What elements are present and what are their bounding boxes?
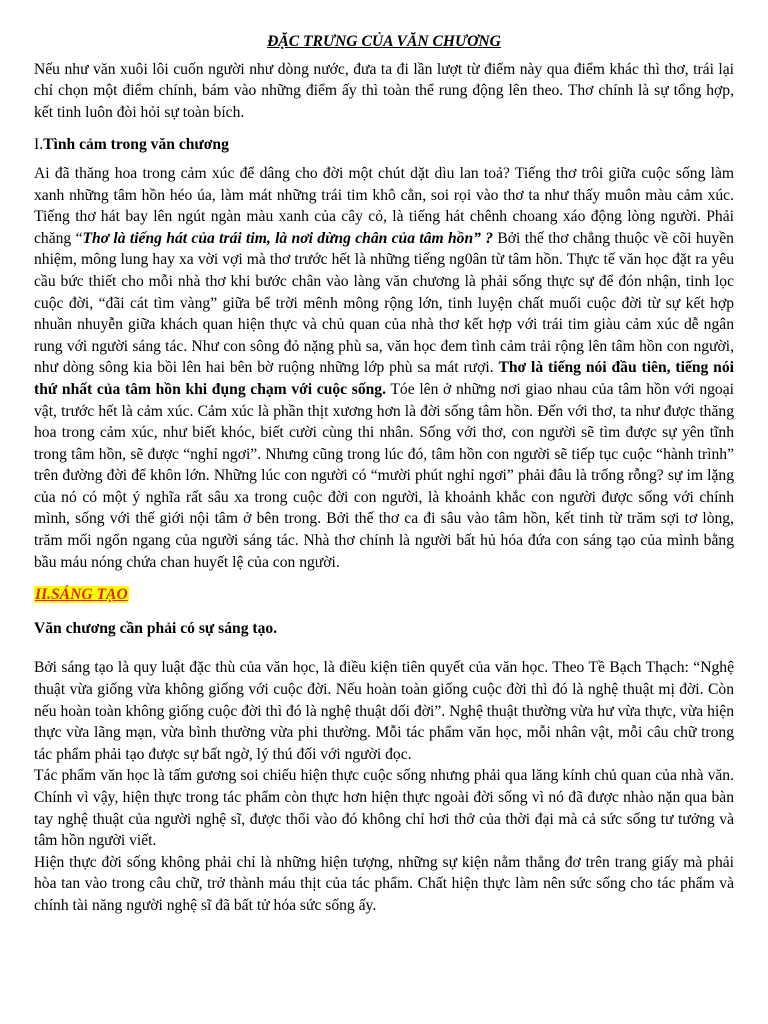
section-1-number: I. — [34, 136, 44, 154]
section-1-paragraph — [34, 163, 734, 573]
section-2-paragraph-3: Hiện thực đời sống không phải chỉ là những hiện tượng, những sự kiện nằm thẳng đơ trên trang giấy mà phải hòa tan vào trong câu chữ, trở thành máu thịt của tác phẩm. Chất hiện thực làm nên sức sống cho tác phẩm và chính tài năng người nghệ sĩ đã bất tử hóa sức sống ấy. — [34, 853, 734, 914]
intro-paragraph: Nếu như văn xuôi lôi cuốn người như dòng nước, đưa ta đi lần lượt từ điểm này qua điểm khác thì thơ, trái lại chỉ chọn một điểm chính, bám vào những điểm ấy thì toàn thể rung động lên theo. Thơ chính là sự tổng hợp, kết tinh luôn đòi hỏi sự toàn bích. — [34, 60, 734, 121]
section-2-paragraph-1: Bởi sáng tạo là quy luật đặc thù của văn học, là điều kiện tiên quyết của văn học. Theo Tề Bạch Thạch: “Nghệ thuật vừa giống vừa không giống với cuộc đời. Nếu hoàn toàn giống cuộc đời thì đó là nghệ thuật mị đời. Còn nếu hoàn toàn không giống cuộc đời thì đó là nghệ thuật dối đời”. Nghệ thuật thường vừa hư vừa thực, vừa hiện thực vừa lãng mạn, vừa bình thường vừa phi thường. Mỗi tác phẩm văn học, mỗi nhân vật, mỗi câu chữ trong tác phẩm phải tạo được sự bất ngờ, lý thú đối với người đọc. — [34, 659, 734, 763]
section-1-heading — [34, 134, 734, 156]
section-1-quote: Thơ là tiếng hát của trái tim, là nơi dừng chân của tâm hồn” ? — [82, 229, 494, 247]
section-1-bold-statement: Thơ là tiếng nói đầu tiên, tiếng nói thứ nhất của tâm hồn khi đụng chạm với cuộc sống. — [34, 359, 734, 398]
section-2-subheading: Văn chương cần phải có sự sáng tạo. — [34, 619, 278, 637]
section-1-text-c: Tóe lên ở những nơi giao nhau của tâm hồn với ngoại vật, trước hết là cảm xúc. Cảm xúc là phần thịt xương hơn là đời sống tâm hồn. Đến với thơ, ta như được thăng hoa trong cảm xúc, như biết khóc, biết cười cùng thi nhân. Sống với thơ, con người sẽ tìm được sự yên tĩnh trong tâm hồn, sẽ được “nghỉ ngơi”. Nhưng cũng trong lúc đó, tâm hồn con người sẽ tiếp tục cuộc “hành trình” trên đường đời để khôn lớn. Những lúc con người có “mười phút nghỉ ngơi” phải đâu là trống rỗng? sự im lặng của nó có một ý nghĩa rất sâu xa trong cuộc đời con người, là khoảnh khắc con người được sống với chính mình, sống với thế giới nội tâm ở bên trong. Bởi thế thơ ca đi sâu vào tâm hồn, kết tinh từ trăm sợi tơ lòng, trăm mối ngổn ngang của người sáng tác. Nhà thơ chính là người bất hủ hóa đứa con sáng tạo của mình bằng bầu máu nóng chứa chan huyết lệ của con người. — [34, 380, 734, 571]
document-title: ĐẶC TRƯNG CỦA VĂN CHƯƠNG — [267, 33, 501, 50]
section-1-title: Tình cảm trong văn chương — [43, 136, 229, 154]
section-2-paragraph-2: Tác phẩm văn học là tấm gương soi chiếu hiện thực cuộc sống nhưng phải qua lăng kính chủ quan của nhà văn. Chính vì vậy, hiện thực trong tác phẩm còn thực hơn hiện thực ngoài đời sống vì nó đã được nhào nặn qua bàn tay nghệ thuật của người nghệ sĩ, được thổi vào đó không chỉ hơi thở của thời đại mà cả sức sống tư tưởng và tâm hồn người viết. — [34, 767, 734, 850]
section-2-heading — [34, 584, 734, 606]
section-1-text-a: Ai đã thăng hoa trong cảm xúc để dâng cho đời một chút dặt dìu lan toả? Tiếng thơ trôi giữa cuộc sống làm xanh những tâm hồn héo úa, làm mát những trái tim khô cằn, soi rọi vào thơ ta như thấy muôn màu cảm xúc. Tiếng thơ hát bay lên ngút ngàn màu xanh của cây cỏ, là tiếng hát chênh choang xáo động lòng người. Phải chăng “ — [34, 164, 734, 247]
section-1-text-b: Bởi thế thơ chẳng thuộc về cõi huyền nhiệm, mông lung hay xa vời vợi mà thơ trước hết là những tiếng ng0ân từ tâm hồn. Thực tế văn học đặt ra yêu cầu bức thiết cho mỗi nhà thơ khi bước chân vào làng văn chương là phải sống thực sự để đón nhận, tinh lọc cuộc đời, “đãi cát tìm vàng” giữa bể trời mênh mông rộng lớn, tinh luyện chất muối cuộc đời từ sự kết hợp nhuần nhuyễn giữa khách quan hiện thực và chủ quan của nhà thơ kết hợp với trái tim giàu cảm xúc dễ ngân rung với người sáng tác. Như con sông đỏ nặng phù sa, văn học đem tình cảm trải rộng lên tâm hồn con người, như dòng sông kia bồi lên hai bên bờ ruộng những lớp phù sa mát rượi. — [34, 229, 734, 377]
section-2-title: II.SÁNG TẠO — [35, 586, 128, 604]
